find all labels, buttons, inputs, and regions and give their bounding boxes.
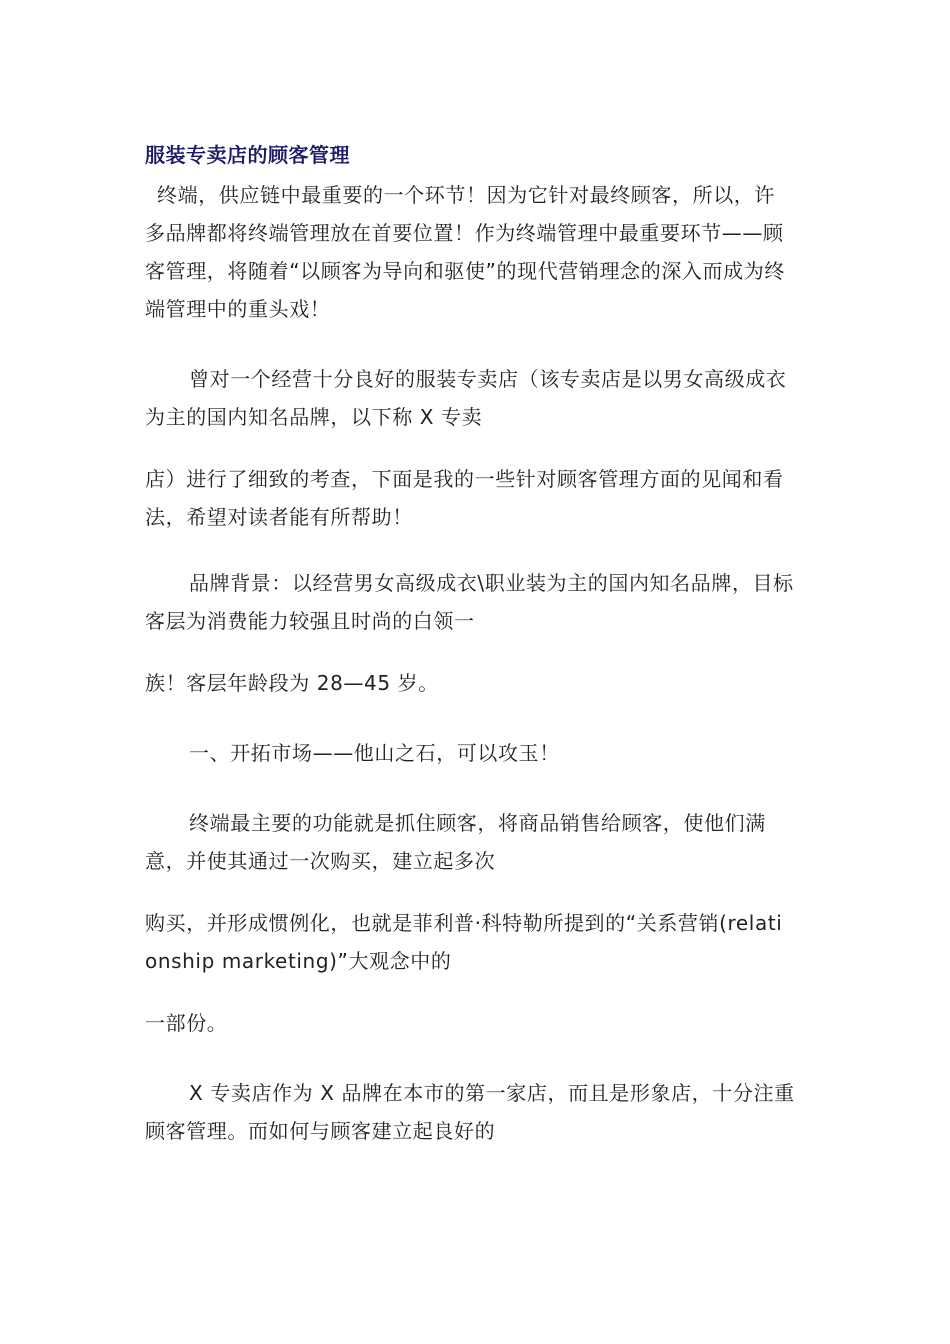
paragraph-terminal-function-cont: 购买，并形成惯例化，也就是菲利普·科特勒所提到的“关系营销(relationship marketing)”大观念中的: [145, 911, 783, 973]
paragraph-terminal-function-end: 一部份。: [145, 1011, 228, 1035]
paragraph-terminal-function: 终端最主要的功能就是抓住顾客，将商品销售给顾客，使他们满意，并使其通过一次购买，建立起多次: [145, 811, 766, 873]
paragraph-brand-background: 品牌背景：以经营男女高级成衣\职业装为主的国内知名品牌，目标客层为消费能力较强且时尚的白领一: [145, 571, 794, 633]
paragraph-store-visit: 曾对一个经营十分良好的服装专卖店（该专卖店是以男女高级成衣为主的国内知名品牌，以下称 X 专卖: [145, 367, 787, 429]
paragraph-store-visit-cont: 店）进行了细致的考查，下面是我的一些针对顾客管理方面的见闻和看法，希望对读者能有所帮助！: [145, 467, 784, 529]
document-page: [145, 138, 795, 1150]
paragraph-intro: 终端，供应链中最重要的一个环节！因为它针对最终顾客，所以，许多品牌都将终端管理放在首要位置！作为终端管理中最重要环节——顾客管理，将随着“以顾客为导向和驱使”的现代营销理念的深入而成为终端管理中的重头戏！: [145, 183, 785, 321]
paragraph-x-store: X 专卖店作为 X 品牌在本市的第一家店，而且是形象店，十分注重顾客管理。而如何与顾客建立起良好的: [145, 1081, 795, 1143]
section-heading-market: 一、开拓市场——他山之石，可以攻玉！: [189, 741, 560, 765]
paragraph-brand-background-cont: 族！客层年龄段为 28—45 岁。: [145, 671, 439, 695]
document-title: 服装专卖店的顾客管理: [145, 143, 350, 167]
